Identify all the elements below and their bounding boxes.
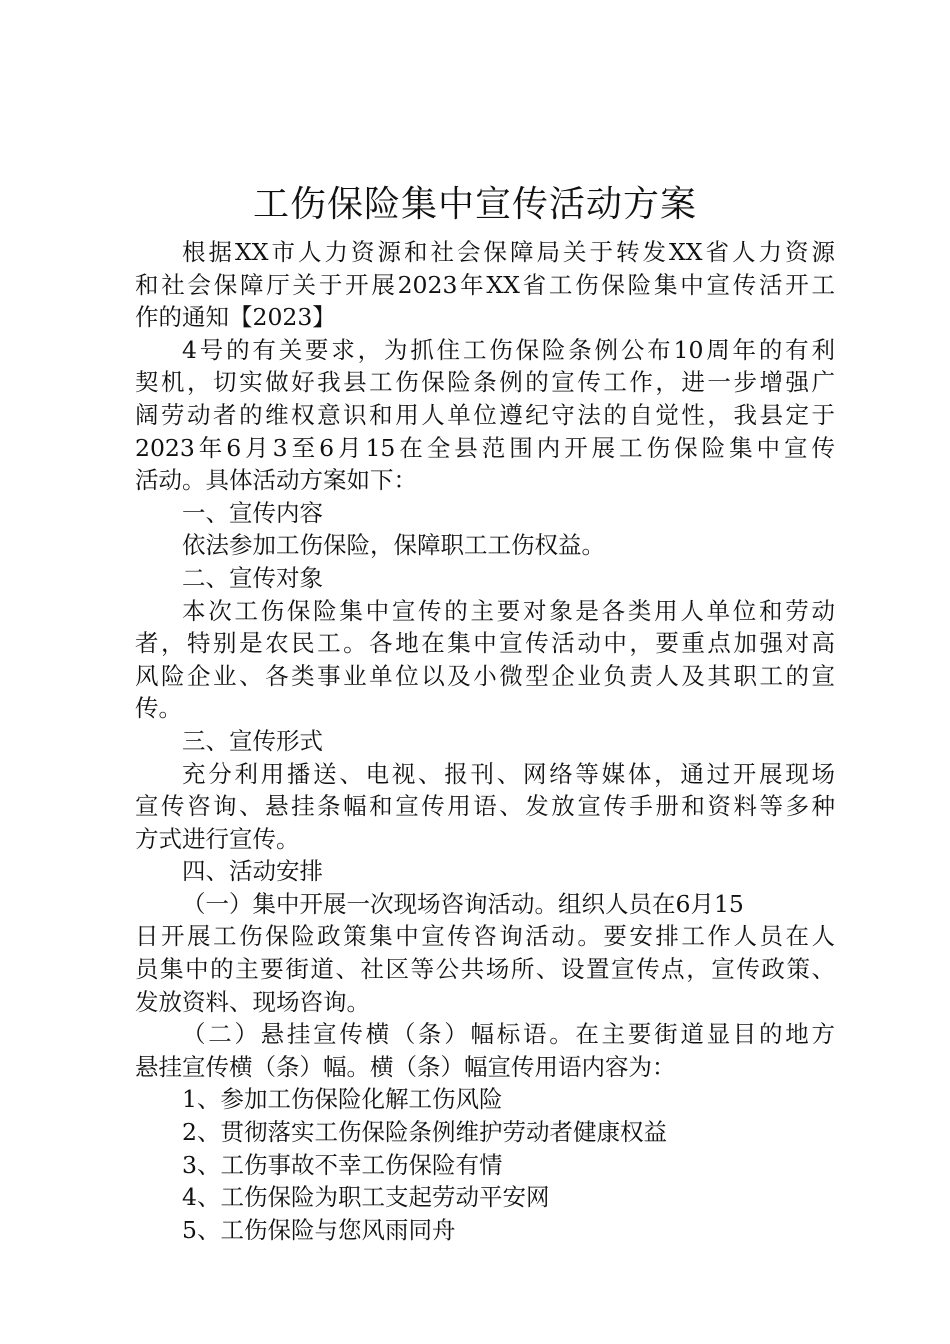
body-line: 方式进行宣传。 (135, 824, 300, 853)
body-line: 4号的有关要求，为抓住工伤保险条例公布10周年的有利 (182, 335, 835, 364)
body-line: 2、贯彻落实工伤保险条例维护劳动者健康权益 (182, 1118, 667, 1147)
body-line: 根据XX市人力资源和社会保障局关于转发XX省人力资源 (182, 238, 835, 266)
body-line: 日开展工伤保险政策集中宣传咨询活动。要安排工作人员在人 (135, 922, 835, 951)
body-line: 风险企业、各类事业单位以及小微型企业负责人及其职工的宣 (135, 661, 835, 690)
body-line: 充分利用播送、电视、报刊、网络等媒体，通过开展现场 (182, 759, 835, 788)
body-line: 5、工伤保险与您风雨同舟 (182, 1215, 456, 1244)
body-line: 契机，切实做好我县工伤保险条例的宣传工作，进一步增强广 (135, 368, 835, 397)
body-line: 发放资料、现场咨询。 (135, 987, 370, 1016)
body-line: 悬挂宣传横（条）幅。横（条）幅宣传用语内容为： (135, 1052, 676, 1081)
body-line: 传。 (135, 694, 182, 723)
body-line: 活动。具体活动方案如下： (135, 466, 417, 495)
body-line: 三、宣传形式 (182, 726, 323, 755)
body-line: 阔劳动者的维权意识和用人单位遵纪守法的自觉性，我县定于 (135, 400, 835, 429)
body-line: 员集中的主要街道、社区等公共场所、设置宣传点，宣传政策、 (135, 955, 835, 984)
body-line: 4、工伤保险为职工支起劳动平安网 (182, 1183, 550, 1212)
body-line: 一、宣传内容 (182, 498, 323, 527)
document-body (135, 236, 835, 1246)
body-line: （二）悬挂宣传横（条）幅标语。在主要街道显目的地方 (182, 1020, 835, 1049)
body-line: 者，特别是农民工。各地在集中宣传活动中，要重点加强对高 (135, 629, 835, 658)
body-line: 2023年6月3至6月15在全县范围内开展工伤保险集中宣传 (135, 433, 835, 462)
body-line: 宣传咨询、悬挂条幅和宣传用语、发放宣传手册和资料等多种 (135, 792, 835, 821)
body-line: 依法参加工伤保险，保障职工工伤权益。 (182, 531, 605, 560)
body-line: 本次工伤保险集中宣传的主要对象是各类用人单位和劳动 (182, 596, 835, 625)
document-title: 工伤保险集中宣传活动方案 (252, 184, 697, 225)
body-line: 二、宣传对象 (182, 563, 323, 592)
body-line: 四、活动安排 (182, 857, 323, 886)
body-line: 作的通知【2023】 (135, 303, 336, 332)
body-line: 和社会保障厅关于开展2023年XX省工伤保险集中宣传活开工 (135, 270, 835, 299)
body-line: 1、参加工伤保险化解工伤风险 (182, 1085, 503, 1114)
body-line: （一）集中开展一次现场咨询活动。组织人员在6月15 (182, 889, 744, 918)
body-line: 3、工伤事故不幸工伤保险有情 (182, 1150, 503, 1179)
